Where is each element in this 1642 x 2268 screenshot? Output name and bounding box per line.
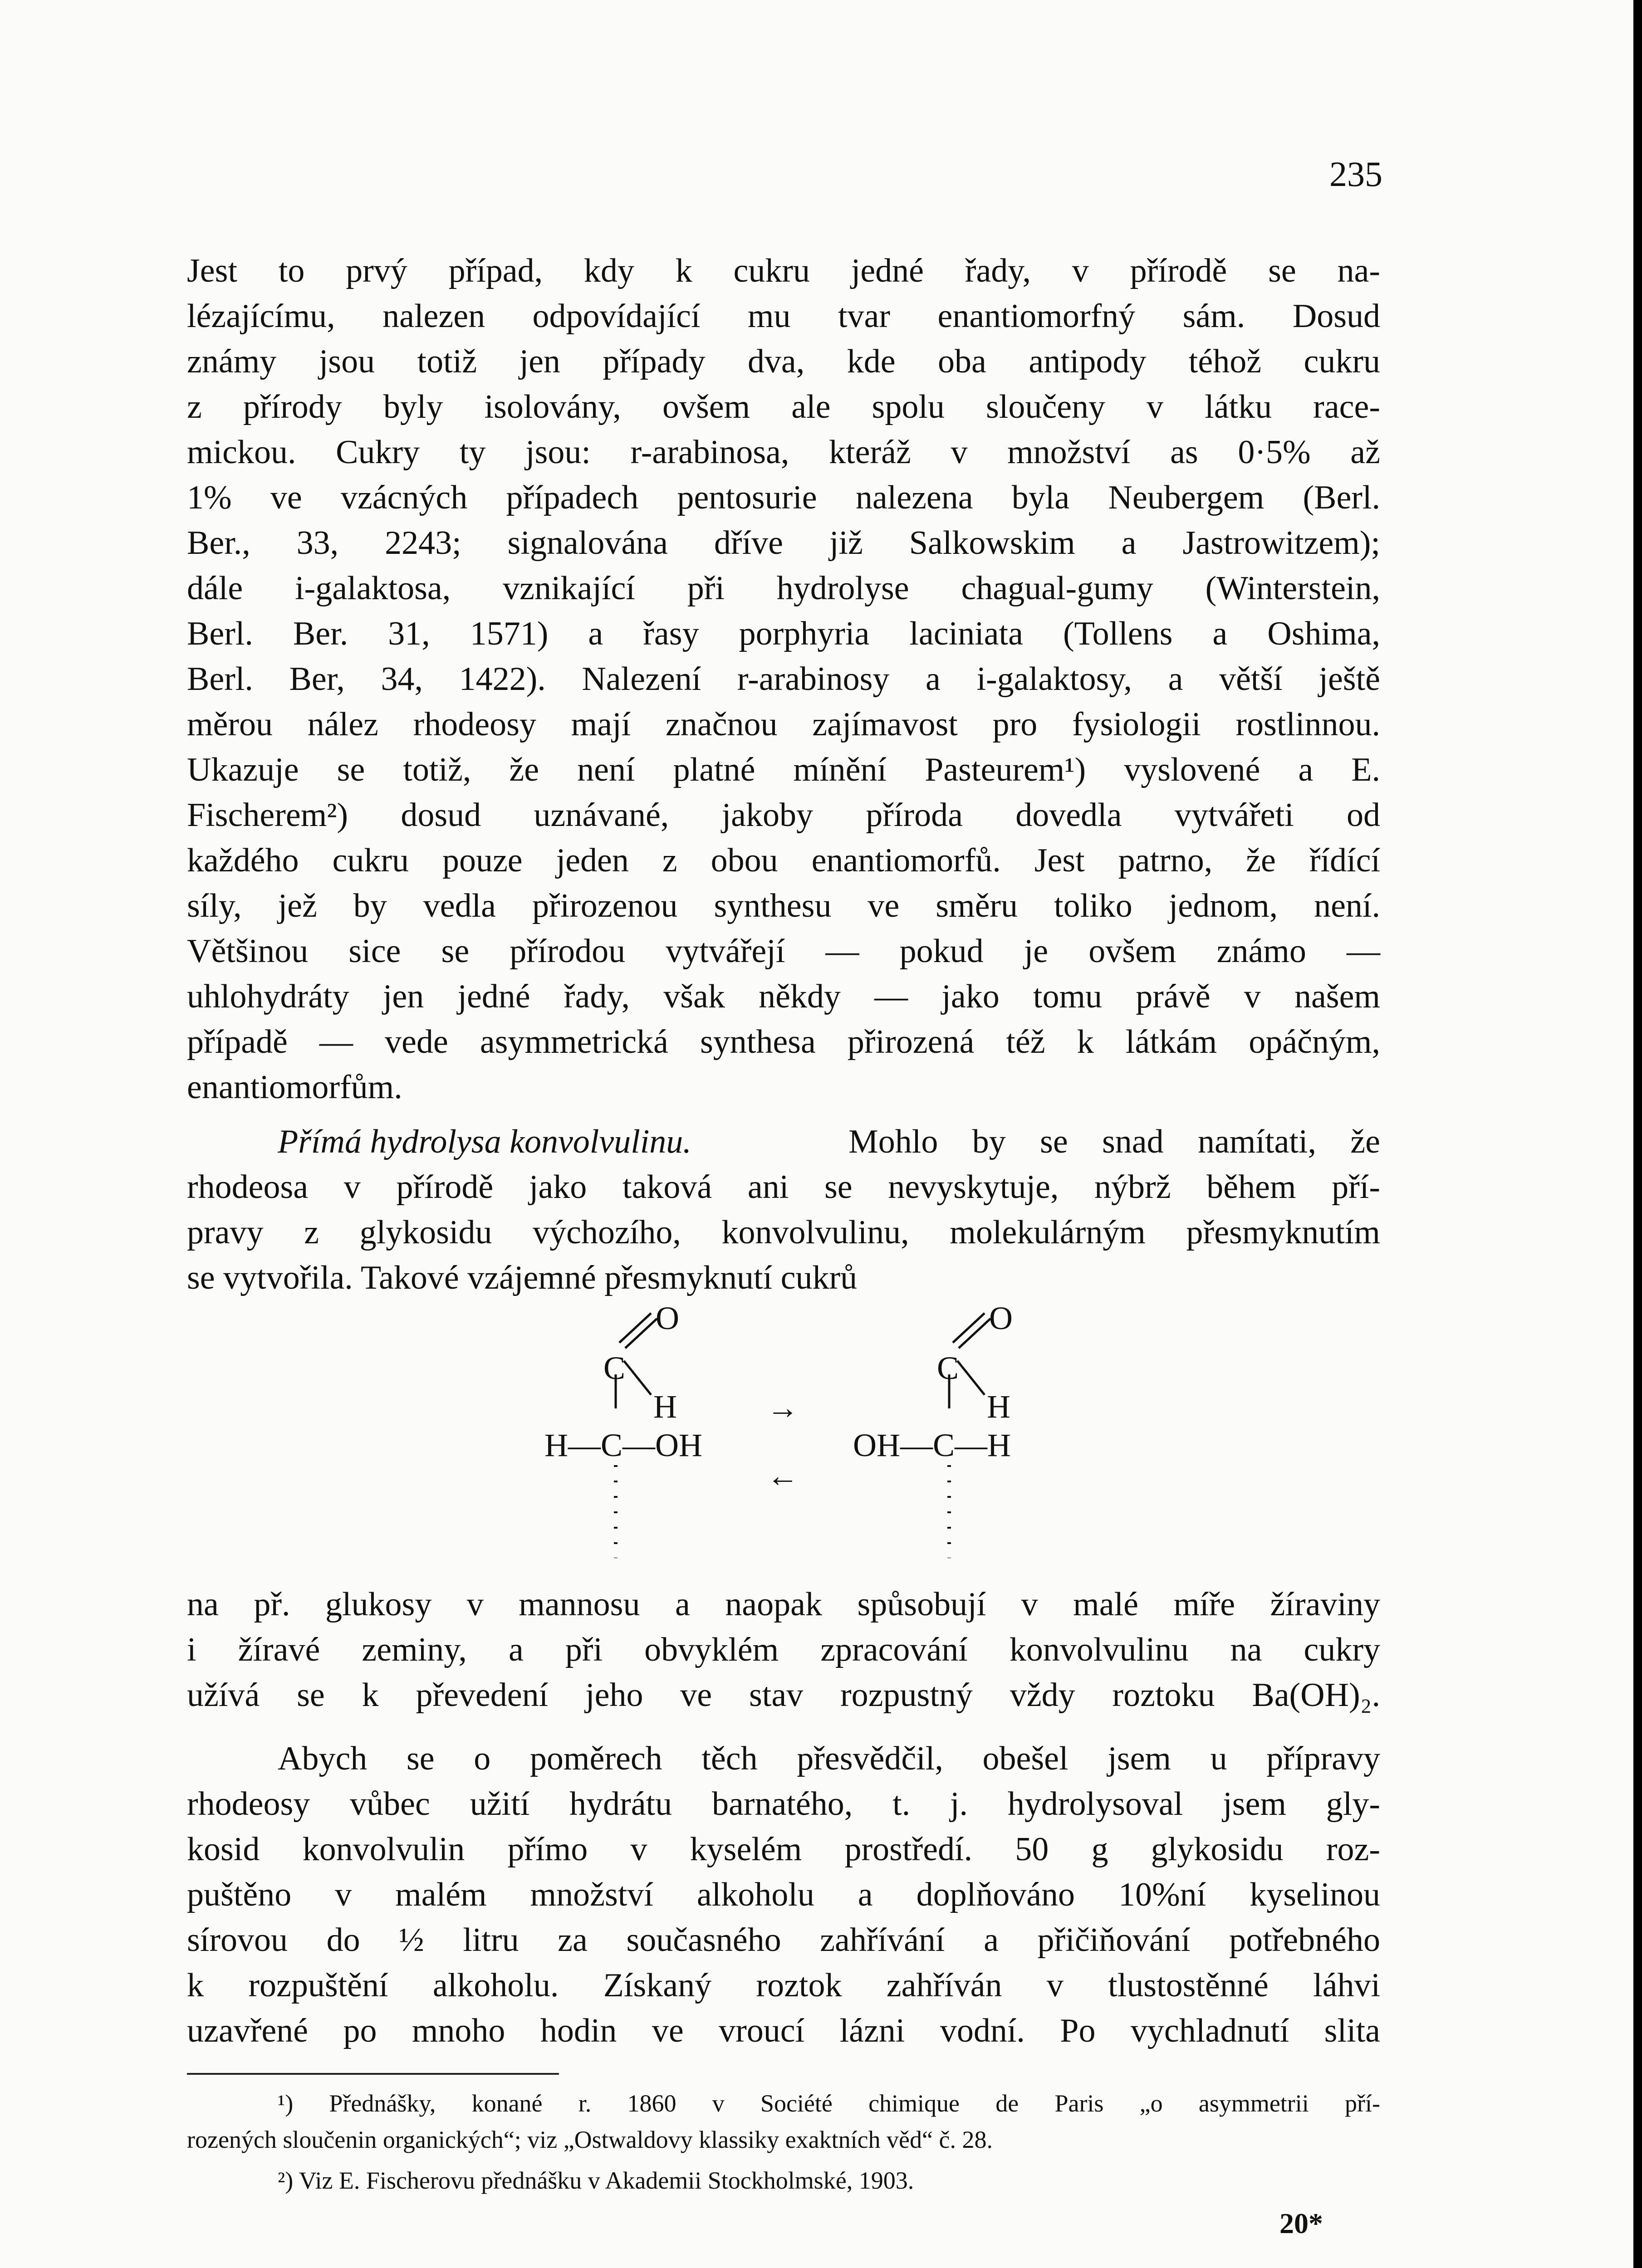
- paragraph-line: rhodeosy vůbec užití hydrátu barnatého, t. j. hydrolysoval jsem gly-: [187, 1785, 1380, 1823]
- hydrogen-label: H: [987, 1388, 1010, 1425]
- paragraph-line: kosid konvolvulin přímo v kyselém prostředí. 50 g glykosidu roz-: [187, 1831, 1380, 1868]
- paragraph-line: k rozpuštění alkoholu. Získaný roztok zahříván v tlustostěnné láhvi: [187, 1967, 1380, 2004]
- footnote: ¹) Přednášky, konané r. 1860 v Société chimique de Paris „o asymmetrii pří-: [278, 2090, 1380, 2117]
- carbon-label: C: [603, 1350, 626, 1386]
- footnote: ²) Viz E. Fischerovu přednášku v Akademii Stockholmské, 1903.: [278, 2167, 914, 2194]
- oxygen-label: O: [989, 1300, 1013, 1336]
- arrow-forward-icon: →: [767, 1391, 799, 1426]
- paragraph-line: Berl. Ber, 34, 1422). Nalezení r-arabinosy a i-galaktosy, a větší ještě: [187, 660, 1380, 698]
- footnote-divider: [187, 2073, 559, 2075]
- paragraph-line: puštěno v malém množství alkoholu a doplňováno 10%ní kyselinou: [187, 1876, 1380, 1913]
- paragraph-line: měrou nález rhodeosy mají značnou zajímavost pro fysiologii rostlinnou.: [187, 706, 1380, 743]
- paragraph-line: každého cukru pouze jeden z obou enantiomorfů. Jest patrno, že řídící: [187, 842, 1380, 879]
- paragraph-line: 1% ve vzácných případech pentosurie nalezena byla Neubergem (Berl.: [187, 479, 1380, 516]
- carbon-label: C: [937, 1350, 959, 1386]
- scan-edge: [1633, 0, 1642, 2268]
- paragraph-line: Abych se o poměrech těch přesvědčil, obešel jsem u přípravy: [278, 1740, 1380, 1777]
- paragraph-line: užívá se k převedení jeho ve stav rozpustný vždy roztoku Ba(OH)₂.: [187, 1677, 1380, 1714]
- paragraph-line: enantiomorfům.: [187, 1069, 402, 1106]
- paragraph-line: mickou. Cukry ty jsou: r-arabinosa, kteráž v množství as 0·5% až: [187, 434, 1380, 471]
- paragraph-line: lézajícímu, nalezen odpovídající mu tvar enantiomorfný sám. Dosud: [187, 298, 1380, 335]
- footnote-continuation: rozených sloučenin organických“; viz „Ostwaldovy klassiky exaktních věd“ č. 28.: [187, 2126, 993, 2153]
- paragraph-line: i žíravé zeminy, a při obvyklém zpracování konvolvulinu na cukry: [187, 1631, 1380, 1668]
- paragraph-line: dále i-galaktosa, vznikající při hydrolyse chagual-gumy (Winterstein,: [187, 570, 1380, 607]
- paragraph-line: Ber., 33, 2243; signalována dříve již Salkowskim a Jastrowitzem);: [187, 524, 1380, 562]
- paragraph-line: Většinou sice se přírodou vytvářejí — pokud je ovšem známo —: [187, 933, 1380, 970]
- formula-row: H—C—OH: [544, 1427, 703, 1463]
- paragraph-line: uhlohydráty jen jedné řady, však někdy — jako tomu právě v našem: [187, 978, 1380, 1015]
- paragraph-line: se vytvořila. Takové vzájemné přesmyknutí cukrů: [187, 1259, 858, 1296]
- paragraph-line: pravy z glykosidu výchozího, konvolvulinu, molekulárným přesmyknutím: [187, 1214, 1380, 1251]
- paragraph-line: rhodeosa v přírodě jako taková ani se nevyskytuje, nýbrž během pří-: [187, 1168, 1380, 1206]
- oxygen-label: O: [656, 1300, 679, 1336]
- paragraph-line: známy jsou totiž jen případy dva, kde oba antipody téhož cukru: [187, 343, 1380, 380]
- paragraph-line: Ukazuje se totiž, že není platné mínění Pasteurem¹) vyslovené a E.: [187, 751, 1380, 788]
- signature-mark: 20*: [1279, 2207, 1323, 2239]
- paragraph-line: sírovou do ½ litru za současného zahřívání a přičiňování potřebného: [187, 1921, 1380, 1959]
- paragraph-line: Mohlo by se snad namítati, že: [848, 1123, 1380, 1160]
- hydrogen-label: H: [653, 1388, 677, 1425]
- paragraph-line: Berl. Ber. 31, 1571) a řasy porphyria laciniata (Tollens a Oshima,: [187, 615, 1380, 652]
- page-number: 235: [1329, 154, 1382, 194]
- paragraph-line: Jest to prvý případ, kdy k cukru jedné řady, v přírodě se na-: [187, 252, 1380, 289]
- arrow-back-icon: ←: [767, 1459, 799, 1494]
- section-heading: Přímá hydrolysa konvolvulinu.: [278, 1123, 691, 1160]
- paragraph-line: síly, jež by vedla přirozenou synthesu ve směru toliko jednom, není.: [187, 887, 1380, 924]
- paragraph-line: uzavřené po mnoho hodin ve vroucí lázni vodní. Po vychladnutí slita: [187, 2012, 1380, 2049]
- sugar-interconversion-diagram: [522, 1300, 1112, 1560]
- paragraph-line: z přírody byly isolovány, ovšem ale spolu sloučeny v látku race-: [187, 388, 1380, 425]
- paragraph-line: Fischerem²) dosud uznávané, jakoby příroda dovedla vytvářeti od: [187, 797, 1380, 834]
- paragraph-line: na př. glukosy v mannosu a naopak spůsobují v malé míře žíraviny: [187, 1586, 1380, 1623]
- paragraph-line: případě — vede asymmetrická synthesa přirozená též k látkám opáčným,: [187, 1023, 1380, 1061]
- formula-row: OH—C—H: [853, 1427, 1011, 1463]
